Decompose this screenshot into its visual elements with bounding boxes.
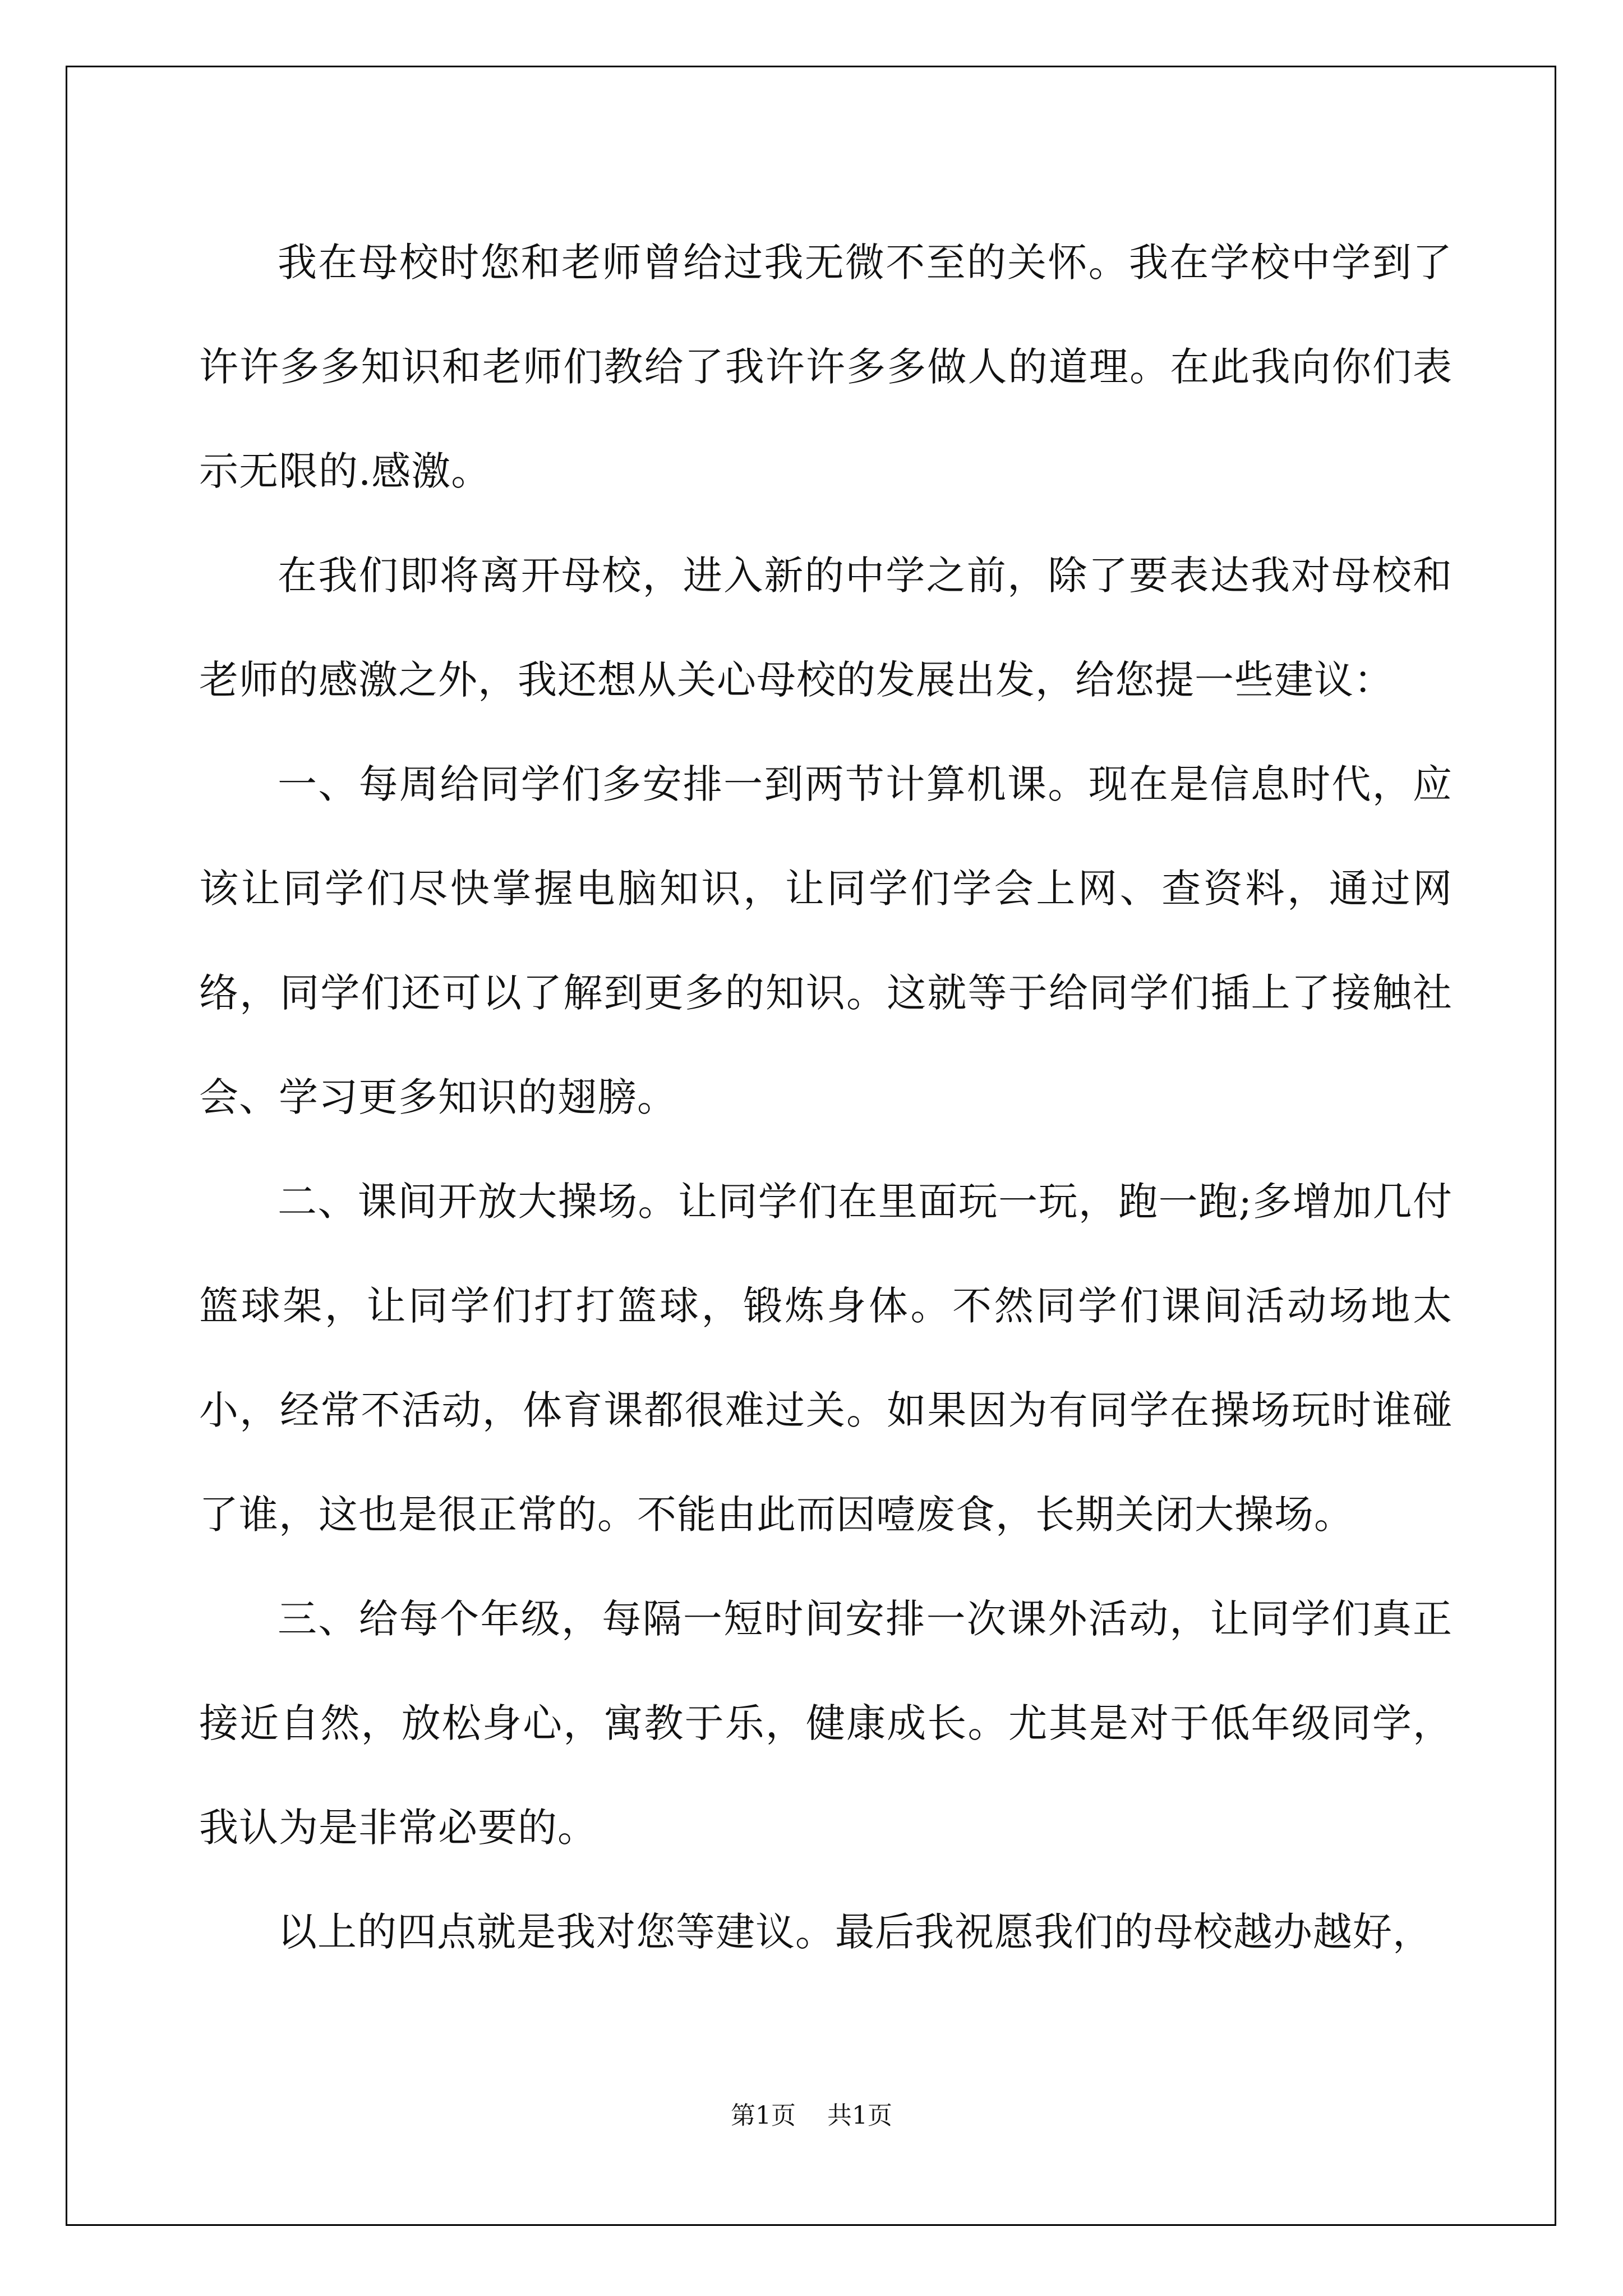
paragraph-5: 三、给每个年级，每隔一短时间安排一次课外活动，让同学们真正接近自然，放松身心，寓教于乐，健康成长。尤其是对于低年级同学，我认为是非常必要的。 xyxy=(199,1596,1453,1851)
paragraph-2: 在我们即将离开母校，进入新的中学之前，除了要表达我对母校和老师的感激之外，我还想从关心母校的发展出发，给您提一些建议： xyxy=(199,553,1453,703)
paragraph-1: 我在母校时您和老师曾给过我无微不至的关怀。我在学校中学到了许许多多知识和老师们教给了我许许多多做人的道理。在此我向你们表示无限的.感激。 xyxy=(199,240,1453,494)
page-number-total: 共1页 xyxy=(827,2101,892,2130)
page-footer xyxy=(0,2095,1623,2131)
paragraph-6: 以上的四点就是我对您等建议。最后我祝愿我们的母校越办越好， xyxy=(278,1909,1432,1955)
paragraph-3: 一、每周给同学们多安排一到两节计算机课。现在是信息时代，应该让同学们尽快掌握电脑知识，让同学们学会上网、查资料，通过网络，同学们还可以了解到更多的知识。这就等于给同学们插上了接触社会、学习更多知识的翅膀。 xyxy=(199,761,1453,1120)
document-body xyxy=(199,210,1453,1984)
page-number-current: 第1页 xyxy=(731,2101,796,2130)
paragraph-4: 二、课间开放大操场。让同学们在里面玩一玩，跑一跑;多增加几付篮球架，让同学们打打篮球，锻炼身体。不然同学们课间活动场地太小，经常不活动，体育课都很难过关。如果因为有同学在操场玩时谁碰了谁，这也是很正常的。不能由此而因噎废食，长期关闭大操场。 xyxy=(199,1179,1453,1538)
